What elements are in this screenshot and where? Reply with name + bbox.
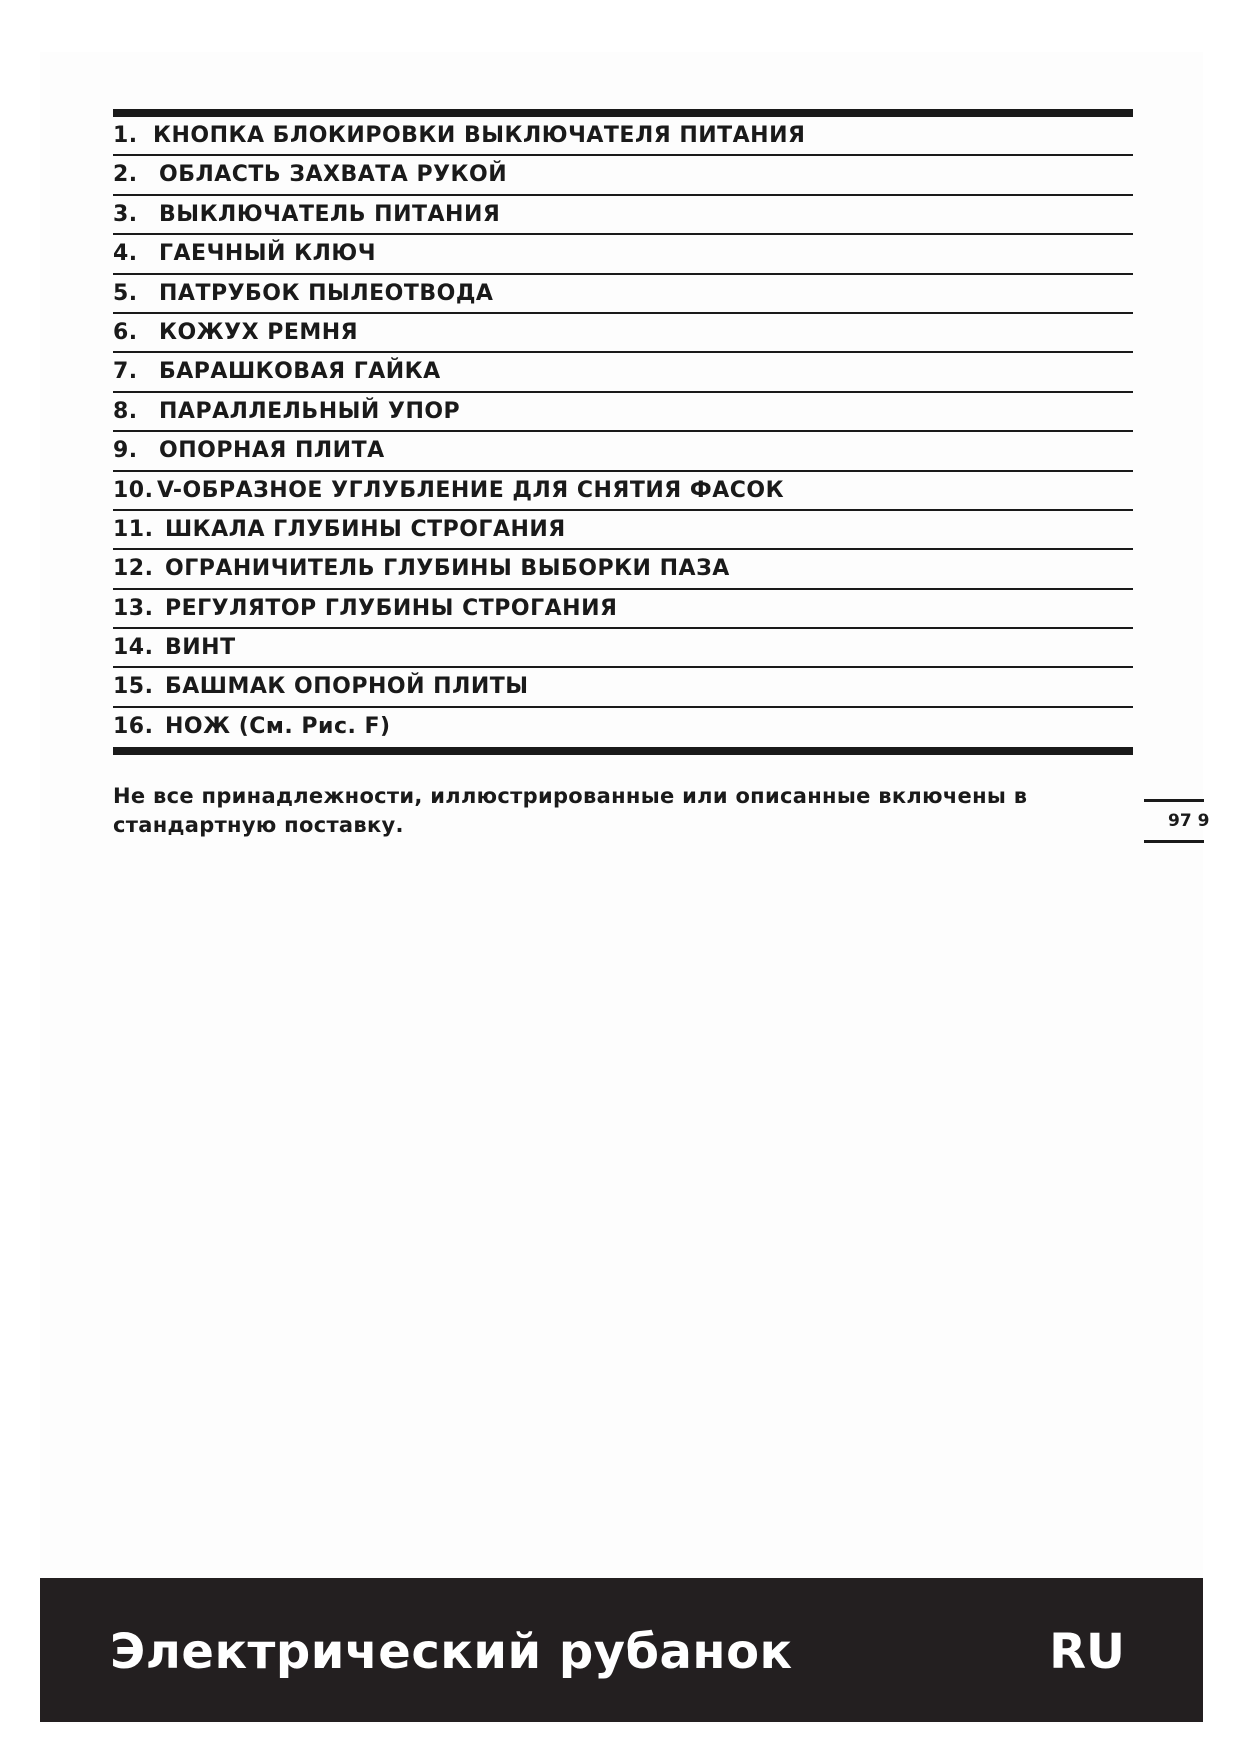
part-label: НОЖ (См. Рис. F) bbox=[165, 713, 391, 739]
parts-list-item bbox=[113, 511, 1133, 550]
accessories-note: Не все принадлежности, иллюстрированные или описанные включены в стандартную поставку. bbox=[113, 784, 1028, 837]
part-number: 2. bbox=[113, 162, 138, 188]
part-number: 11. bbox=[113, 516, 154, 542]
part-number: 5. bbox=[113, 280, 138, 306]
parts-list bbox=[113, 109, 1133, 755]
parts-list-item bbox=[113, 235, 1133, 274]
parts-list-item bbox=[113, 668, 1133, 707]
parts-list-item bbox=[113, 590, 1133, 629]
part-label: ВЫКЛЮЧАТЕЛЬ ПИТАНИЯ bbox=[159, 201, 501, 227]
part-number: 9. bbox=[113, 438, 138, 464]
part-label: БАШМАК ОПОРНОЙ ПЛИТЫ bbox=[165, 674, 529, 700]
parts-list-item bbox=[113, 353, 1133, 392]
part-number: 6. bbox=[113, 319, 138, 345]
part-label: ПАРАЛЛЕЛЬНЫЙ УПОР bbox=[159, 398, 461, 424]
parts-list-item bbox=[113, 275, 1133, 314]
parts-list-item bbox=[113, 708, 1133, 747]
part-label: КОЖУХ РЕМНЯ bbox=[159, 319, 359, 345]
part-number: 7. bbox=[113, 359, 138, 385]
parts-list-item bbox=[113, 156, 1133, 195]
part-label: ВИНТ bbox=[165, 635, 236, 661]
part-label: ОПОРНАЯ ПЛИТА bbox=[159, 438, 385, 464]
footer-banner bbox=[40, 1578, 1203, 1722]
part-number: 8. bbox=[113, 398, 138, 424]
part-label: ОГРАНИЧИТЕЛЬ ГЛУБИНЫ ВЫБОРКИ ПАЗА bbox=[165, 556, 730, 582]
parts-list-item bbox=[113, 196, 1133, 235]
part-number: 10. bbox=[113, 477, 154, 503]
parts-list-item bbox=[113, 629, 1133, 668]
part-number: 13. bbox=[113, 595, 154, 621]
part-label: КНОПКА БЛОКИРОВКИ ВЫКЛЮЧАТЕЛЯ ПИТАНИЯ bbox=[153, 123, 806, 148]
part-label: РЕГУЛЯТОР ГЛУБИНЫ СТРОГАНИЯ bbox=[165, 595, 618, 621]
product-title: Электрический рубанок bbox=[110, 1624, 793, 1680]
part-number: 15. bbox=[113, 674, 154, 700]
part-number: 14. bbox=[113, 635, 154, 661]
part-label: ОБЛАСТЬ ЗАХВАТА РУКОЙ bbox=[159, 162, 508, 188]
part-label: ШКАЛА ГЛУБИНЫ СТРОГАНИЯ bbox=[165, 516, 566, 542]
part-number: 4. bbox=[113, 241, 138, 267]
part-label: ПАТРУБОК ПЫЛЕОТВОДА bbox=[159, 280, 494, 306]
part-number: 3. bbox=[113, 201, 138, 227]
part-number: 16. bbox=[113, 713, 154, 739]
part-label: БАРАШКОВАЯ ГАЙКА bbox=[159, 359, 441, 385]
parts-list-item bbox=[113, 550, 1133, 589]
parts-list-item bbox=[113, 432, 1133, 471]
page-number-box bbox=[1144, 799, 1210, 843]
page-number: 97 9 bbox=[1168, 811, 1210, 831]
language-code: RU bbox=[1049, 1624, 1125, 1680]
parts-list-item bbox=[113, 393, 1133, 432]
part-number: 12. bbox=[113, 556, 154, 582]
parts-list-item bbox=[113, 117, 1133, 156]
parts-list-item bbox=[113, 314, 1133, 353]
part-number: 1. bbox=[113, 123, 138, 148]
part-label: ГАЕЧНЫЙ КЛЮЧ bbox=[159, 241, 376, 267]
part-label: V-ОБРАЗНОЕ УГЛУБЛЕНИЕ ДЛЯ СНЯТИЯ ФАСОК bbox=[157, 477, 785, 503]
parts-list-item bbox=[113, 472, 1133, 511]
